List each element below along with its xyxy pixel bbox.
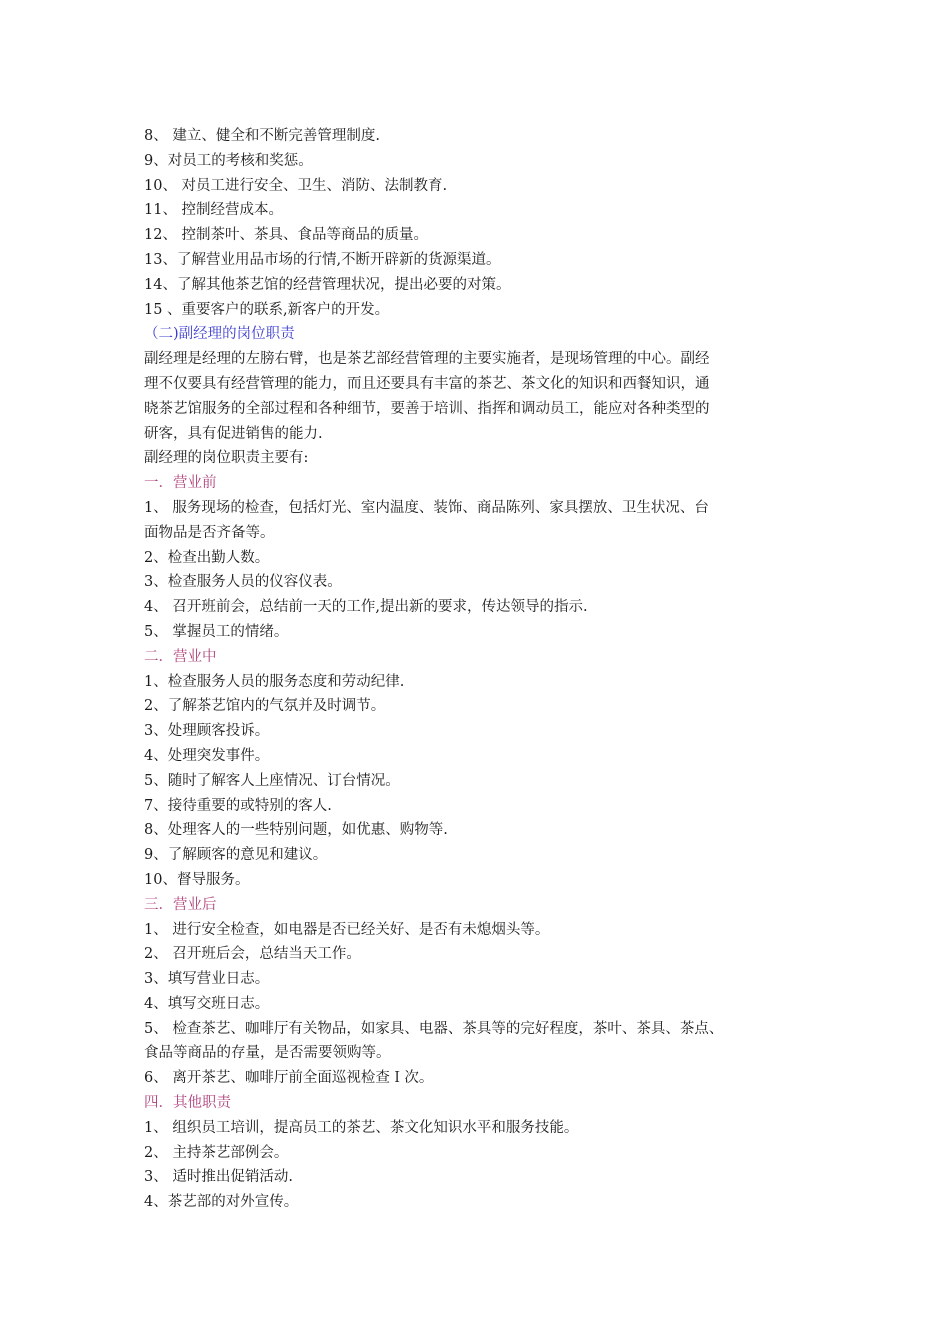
list-item: 9、了解顾客的意见和建议。	[144, 847, 328, 864]
subsection-title-other-duties: 四．其他职责	[144, 1095, 231, 1112]
list-item: 1、 服务现场的检查，包括灯光、室内温度、装饰、商品陈列、家具摆放、卫生状况、台	[144, 499, 709, 516]
list-item: 1、检查服务人员的服务态度和劳动纪律.	[144, 673, 405, 690]
list-item: 5、随时了解客人上座情况、订台情况。	[144, 772, 400, 789]
list-item: 6、 离开茶艺、咖啡厅前全面巡视检查Ｉ次。	[144, 1070, 434, 1087]
subsection-title-during-business: 二．营业中	[144, 648, 217, 665]
list-item: 面物品是否齐备等。	[144, 524, 275, 541]
subsection-title-before-business: 一．营业前	[144, 475, 217, 492]
list-item: 5、 掌握员工的情绪。	[144, 623, 289, 640]
list-item: 4、 召开班前会，总结前一天的工作,提出新的要求，传达领导的指示.	[144, 599, 588, 616]
list-item: 8、 建立、健全和不断完善管理制度.	[144, 128, 380, 144]
list-item: 4、处理突发事件。	[144, 747, 270, 764]
list-item: 4、茶艺部的对外宣传。	[144, 1194, 299, 1211]
list-item: 10、 对员工进行安全、卫生、消防、法制教育.	[144, 177, 448, 194]
paragraph-line: 理不仅要具有经营管理的能力，而且还要具有丰富的茶艺、茶文化的知识和西餐知识，通	[144, 375, 710, 392]
list-item: 12、 控制茶叶、茶具、食品等商品的质量。	[144, 227, 429, 244]
list-item: 3、填写营业日志。	[144, 971, 270, 988]
list-item: 11、 控制经营成本。	[144, 202, 284, 219]
list-item: 15 、重要客户的联系,新客户的开发。	[144, 301, 390, 318]
paragraph-line: 晓茶艺馆服务的全部过程和各种细节，要善于培训、指挥和调动员工，能应对各种类型的	[144, 400, 710, 417]
list-item: 食品等商品的存量，是否需要领购等。	[144, 1045, 391, 1062]
subsection-title-after-business: 三．营业后	[144, 896, 217, 913]
list-item: 14、了解其他茶艺馆的经营管理状况，提出必要的对策。	[144, 276, 511, 293]
document-page	[144, 124, 814, 1215]
list-item: 3、检查服务人员的仪容仪表。	[144, 574, 342, 591]
list-item: 2、 主持茶艺部例会。	[144, 1144, 289, 1161]
list-item: 2、检查出勤人数。	[144, 549, 270, 566]
list-item: 9、对员工的考核和奖惩。	[144, 152, 313, 169]
list-item: 5、 检查茶艺、咖啡厅有关物品，如家具、电器、茶具等的完好程度，茶叶、茶具、茶点、	[144, 1020, 724, 1037]
list-item: 3、处理顾客投诉。	[144, 723, 270, 740]
list-item: 1、 进行安全检查，如电器是否已经关好、是否有未熄烟头等。	[144, 921, 550, 938]
section-heading-deputy: （二)副经理的岗位职责	[144, 326, 295, 343]
list-item: 1、 组织员工培训，提高员工的茶艺、茶文化知识水平和服务技能。	[144, 1119, 579, 1136]
list-item: 8、处理客人的一些特别问题，如优惠、购物等.	[144, 822, 448, 839]
paragraph-line: 研客，具有促进销售的能力.	[144, 425, 323, 442]
list-item: 7、接待重要的或特别的客人.	[144, 797, 332, 814]
list-item: 10、督导服务。	[144, 871, 250, 888]
paragraph-line: 副经理是经理的左膀右臂，也是茶艺部经营管理的主要实施者，是现场管理的中心。副经	[144, 351, 710, 368]
list-item: 4、填写交班日志。	[144, 995, 270, 1012]
intro-text: 副经理的岗位职责主要有:	[144, 450, 309, 467]
list-item: 2、了解茶艺馆内的气氛并及时调节。	[144, 698, 386, 715]
list-item: 13、了解营业用品市场的行情,不断开辟新的货源渠道。	[144, 251, 501, 268]
list-item: 2、 召开班后会，总结当天工作。	[144, 946, 361, 963]
list-item: 3、 适时推出促销活动.	[144, 1169, 293, 1186]
